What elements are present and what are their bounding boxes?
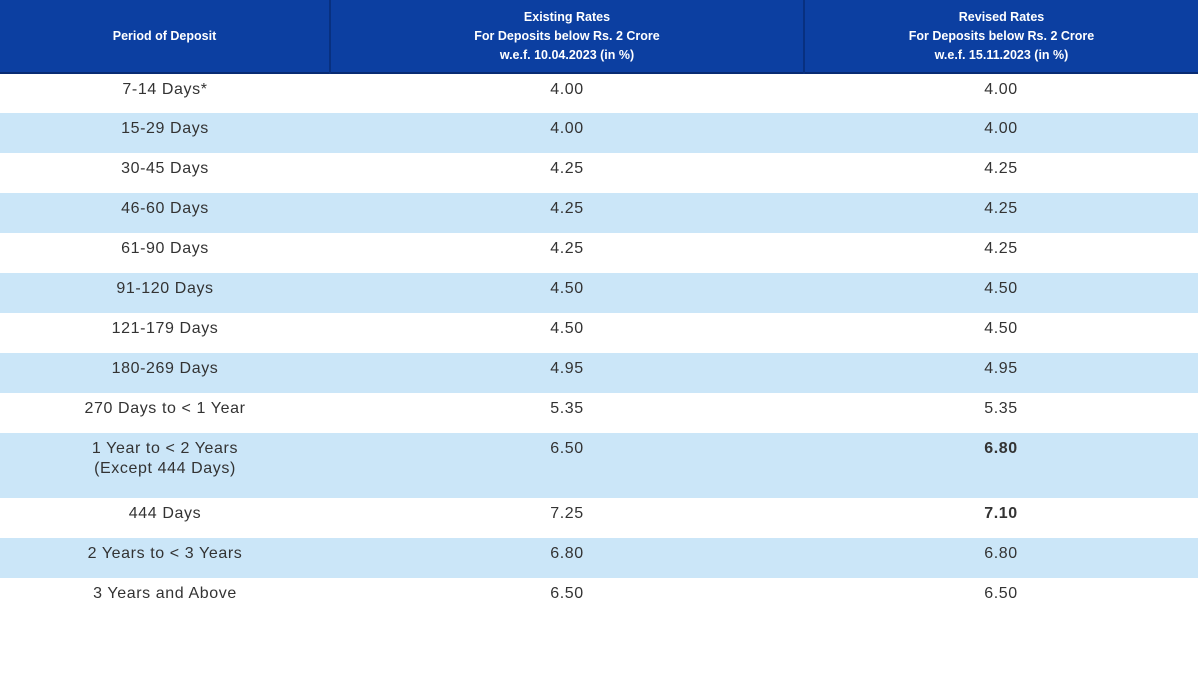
period-label: 121-179 Days: [111, 320, 219, 337]
period-label: 1 Year to < 2 Years: [91, 440, 239, 457]
table-row: [0, 393, 1198, 433]
revised-rate-cell: 4.00: [804, 73, 1198, 113]
revised-rate-cell: 4.50: [804, 273, 1198, 313]
period-label: 180-269 Days: [111, 360, 219, 377]
revised-rate-cell: 6.80: [804, 538, 1198, 578]
table-row: [0, 113, 1198, 153]
existing-rate-cell: 4.25: [330, 153, 804, 193]
period-cell: [0, 273, 330, 313]
header-row: [0, 0, 1198, 73]
table-row: [0, 313, 1198, 353]
period-cell: [0, 73, 330, 113]
table-body: [0, 73, 1198, 618]
period-cell: [0, 313, 330, 353]
table-row: [0, 498, 1198, 538]
existing-rate-cell: 4.25: [330, 233, 804, 273]
table-row: [0, 233, 1198, 273]
revised-rate-cell: 5.35: [804, 393, 1198, 433]
period-cell: [0, 153, 330, 193]
period-cell: [0, 233, 330, 273]
period-cell: [0, 498, 330, 538]
existing-rate-cell: 7.25: [330, 498, 804, 538]
existing-rate-cell: 5.35: [330, 393, 804, 433]
table-header: [0, 0, 1198, 73]
table-row: [0, 353, 1198, 393]
existing-rate-cell: 4.50: [330, 273, 804, 313]
period-cell: [0, 433, 330, 498]
revised-rate-cell: 4.25: [804, 193, 1198, 233]
revised-rate-cell: 4.25: [804, 153, 1198, 193]
period-label: 270 Days to < 1 Year: [84, 400, 246, 417]
period-cell: [0, 578, 330, 618]
period-label: 30-45 Days: [121, 160, 209, 177]
existing-rate-cell: 4.25: [330, 193, 804, 233]
revised-rate-cell: 4.25: [804, 233, 1198, 273]
revised-rate-cell: 6.50: [804, 578, 1198, 618]
revised-rate-cell: 4.50: [804, 313, 1198, 353]
table-row: [0, 538, 1198, 578]
period-label: 15-29 Days: [121, 120, 209, 137]
existing-rate-cell: 6.80: [330, 538, 804, 578]
revised-rate-cell: 4.95: [804, 353, 1198, 393]
revised-rate-cell: 4.00: [804, 113, 1198, 153]
table-row: [0, 73, 1198, 113]
revised-header-subtitle: For Deposits below Rs. 2 Crore: [908, 28, 1095, 43]
revised-header-date: w.e.f. 15.11.2023 (in %): [934, 47, 1069, 62]
existing-rate-cell: 4.50: [330, 313, 804, 353]
period-cell: [0, 538, 330, 578]
table-row: [0, 433, 1198, 498]
table-row: [0, 273, 1198, 313]
period-header-label: Period of Deposit: [112, 28, 217, 43]
table-row: [0, 153, 1198, 193]
existing-rates-column-header: [330, 0, 804, 73]
period-cell: [0, 353, 330, 393]
period-label: 2 Years to < 3 Years: [87, 545, 243, 562]
period-note: (Except 444 Days): [94, 460, 236, 477]
existing-header-subtitle: For Deposits below Rs. 2 Crore: [474, 28, 660, 43]
period-column-header: [0, 0, 330, 73]
period-label: 7-14 Days*: [122, 81, 208, 98]
period-cell: [0, 113, 330, 153]
existing-rate-cell: 6.50: [330, 578, 804, 618]
revised-rates-column-header: [804, 0, 1198, 73]
period-cell: [0, 193, 330, 233]
revised-header-title: Revised Rates: [958, 9, 1045, 24]
period-cell: [0, 393, 330, 433]
period-label: 91-120 Days: [116, 280, 214, 297]
period-label: 46-60 Days: [121, 200, 209, 217]
existing-rate-cell: 4.95: [330, 353, 804, 393]
period-label: 61-90 Days: [121, 240, 209, 257]
existing-header-title: Existing Rates: [523, 9, 611, 24]
existing-rate-cell: 6.50: [330, 433, 804, 498]
existing-rate-cell: 4.00: [330, 73, 804, 113]
revised-rate-cell: 7.10: [804, 498, 1198, 538]
revised-rate-cell: 6.80: [804, 433, 1198, 498]
existing-header-date: w.e.f. 10.04.2023 (in %): [499, 47, 635, 62]
table-row: [0, 193, 1198, 233]
period-label: 444 Days: [128, 505, 202, 522]
period-label: 3 Years and Above: [93, 585, 237, 602]
existing-rate-cell: 4.00: [330, 113, 804, 153]
table-row: [0, 578, 1198, 618]
